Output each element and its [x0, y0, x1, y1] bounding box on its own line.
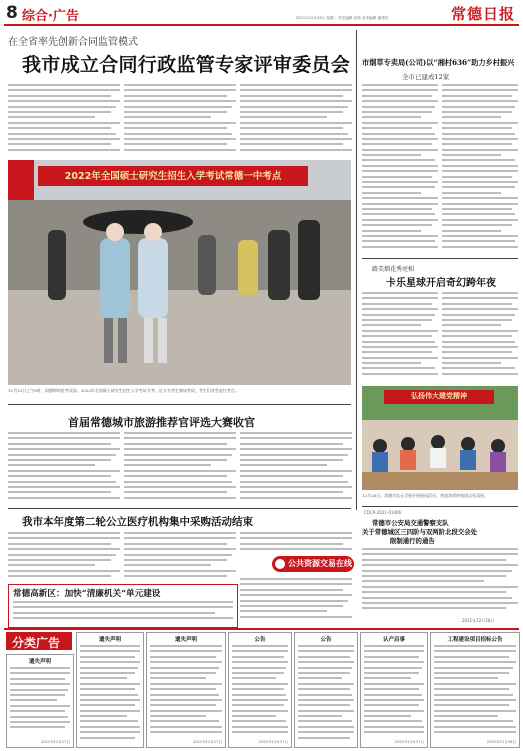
- lead-text-col-1: [8, 84, 120, 154]
- ad-box-7: [430, 632, 520, 748]
- ad-text-1: [10, 667, 70, 733]
- notice-text: [362, 548, 518, 614]
- ad-date-7: 2021年12月28日: [486, 740, 516, 744]
- lead-headline: 我市成立合同行政监管专家评审委员会: [22, 54, 351, 76]
- classroom-photo-illustration: [362, 386, 518, 490]
- collection-text-col-3: [240, 532, 352, 552]
- classifieds-top-rule: [4, 628, 519, 630]
- ad-text-2: [80, 645, 140, 743]
- classifieds-label: 分类广告: [12, 636, 61, 650]
- tourism-text-col-1: [8, 432, 120, 504]
- divider-tourism: [8, 508, 351, 509]
- notice-code: CDCR-2021-01006: [364, 510, 402, 515]
- tobacco-text-col-2: [442, 84, 518, 254]
- ad-date-3: 2021年12月27日: [192, 740, 222, 744]
- exam-photo: [8, 160, 351, 385]
- public-resources-icon: [275, 559, 285, 569]
- notice-org: 常德市公安局交通警察支队: [372, 519, 449, 527]
- ad-box-4: [228, 632, 292, 748]
- fireworks-kicker: 路美烟花秀亮相: [372, 266, 415, 273]
- district-box: [8, 584, 238, 628]
- ad-title-4: 公告: [254, 637, 266, 643]
- classroom-photo: [362, 386, 518, 490]
- tourism-text-col-3: [240, 432, 352, 504]
- column-divider: [356, 30, 357, 510]
- tobacco-text-col-1: [362, 84, 438, 254]
- tourism-headline: 首届常德城市旅游推荐官评选大赛收官: [68, 416, 255, 429]
- collection-headline: 我市本年度第二轮公立医疗机构集中采购活动结束: [22, 516, 253, 528]
- ad-date-6: 2021年12月27日: [394, 740, 424, 744]
- public-resources-label: 公共资源交易在线: [288, 559, 352, 568]
- divider-right-1: [362, 258, 518, 259]
- ad-title-1: 遗失声明: [28, 659, 51, 665]
- collection-text-col-2: [124, 532, 236, 582]
- notice-title-2: 限制通行的通告: [390, 537, 435, 545]
- ad-box-6: [360, 632, 428, 748]
- ad-date-4: 2021年12月27日: [258, 740, 288, 744]
- page-header: [4, 3, 519, 25]
- exam-photo-banner: 2022年全国硕士研究生招生入学考试常德一中考点: [64, 171, 282, 182]
- lead-text-col-3: [240, 84, 352, 154]
- ad-box-2: [76, 632, 144, 748]
- ad-text-7: [434, 645, 516, 735]
- section-title: 综合·广告: [22, 9, 79, 24]
- masthead: 常德日报: [450, 5, 515, 23]
- public-resources-text: [240, 578, 352, 624]
- ad-title-2: 遗失声明: [98, 637, 121, 643]
- district-headline: 常德高新区：加快“清廉机关”单元建设: [13, 589, 161, 599]
- header-rule: [4, 24, 519, 26]
- exam-photo-caption: 12月25日上午8时，同德师师范考试前。2022年全国硕士研究生招生入学考试开考，近万名考生参加考试。考生们冒雪赶往考点。: [8, 388, 239, 393]
- notice-date: 2021年12月28日: [462, 618, 495, 623]
- fireworks-text-col-1: [362, 292, 438, 380]
- tourism-text-col-2: [124, 432, 236, 504]
- district-text: [13, 601, 233, 625]
- ad-text-6: [364, 645, 424, 735]
- tobacco-subhead: 全市已建成12家: [402, 73, 450, 81]
- ad-text-5: [298, 645, 354, 743]
- ad-box-1: [6, 654, 74, 748]
- classifieds-label-box: [6, 632, 72, 650]
- exam-photo-illustration: [8, 160, 351, 385]
- ad-box-5: [294, 632, 358, 748]
- ad-title-6: 认产启事: [382, 637, 405, 643]
- lead-kicker: 在全省率先创新合同监管模式: [8, 37, 138, 48]
- divider-lead: [8, 404, 351, 405]
- page-number: 8: [6, 3, 18, 23]
- divider-notice: [362, 506, 518, 507]
- classroom-banner: 弘扬伟大建党精神: [411, 392, 467, 400]
- tobacco-headline: 市烟草专卖局(公司)以“湘村636”助力乡村振兴: [362, 58, 515, 67]
- fireworks-headline: 卡乐星球开启奇幻跨年夜: [386, 278, 496, 289]
- public-resources-badge: [272, 556, 354, 572]
- collection-text-col-1: [8, 532, 120, 582]
- ad-text-4: [232, 645, 288, 735]
- ad-title-3: 遗失声明: [174, 637, 197, 643]
- classroom-caption: 12月28日，常德市玄元学校开展校园活动，营造浓厚的校园文化氛围。: [362, 493, 489, 498]
- ad-title-7: 工程建设项目招标公告: [447, 637, 503, 643]
- ad-box-3: [146, 632, 226, 748]
- lead-text-col-2: [124, 84, 236, 154]
- ad-text-3: [150, 645, 222, 735]
- ad-title-5: 公告: [320, 637, 332, 643]
- date-line: 2021年12月28日 星期二 责任编辑 彭瑞 美术编辑 谢建民: [296, 16, 389, 20]
- fireworks-text-col-2: [442, 292, 518, 380]
- notice-title-1: 关于常德城区三四阶与双两阶北段交会处: [362, 528, 478, 536]
- ad-date-1: 2021年12月27日: [40, 740, 70, 744]
